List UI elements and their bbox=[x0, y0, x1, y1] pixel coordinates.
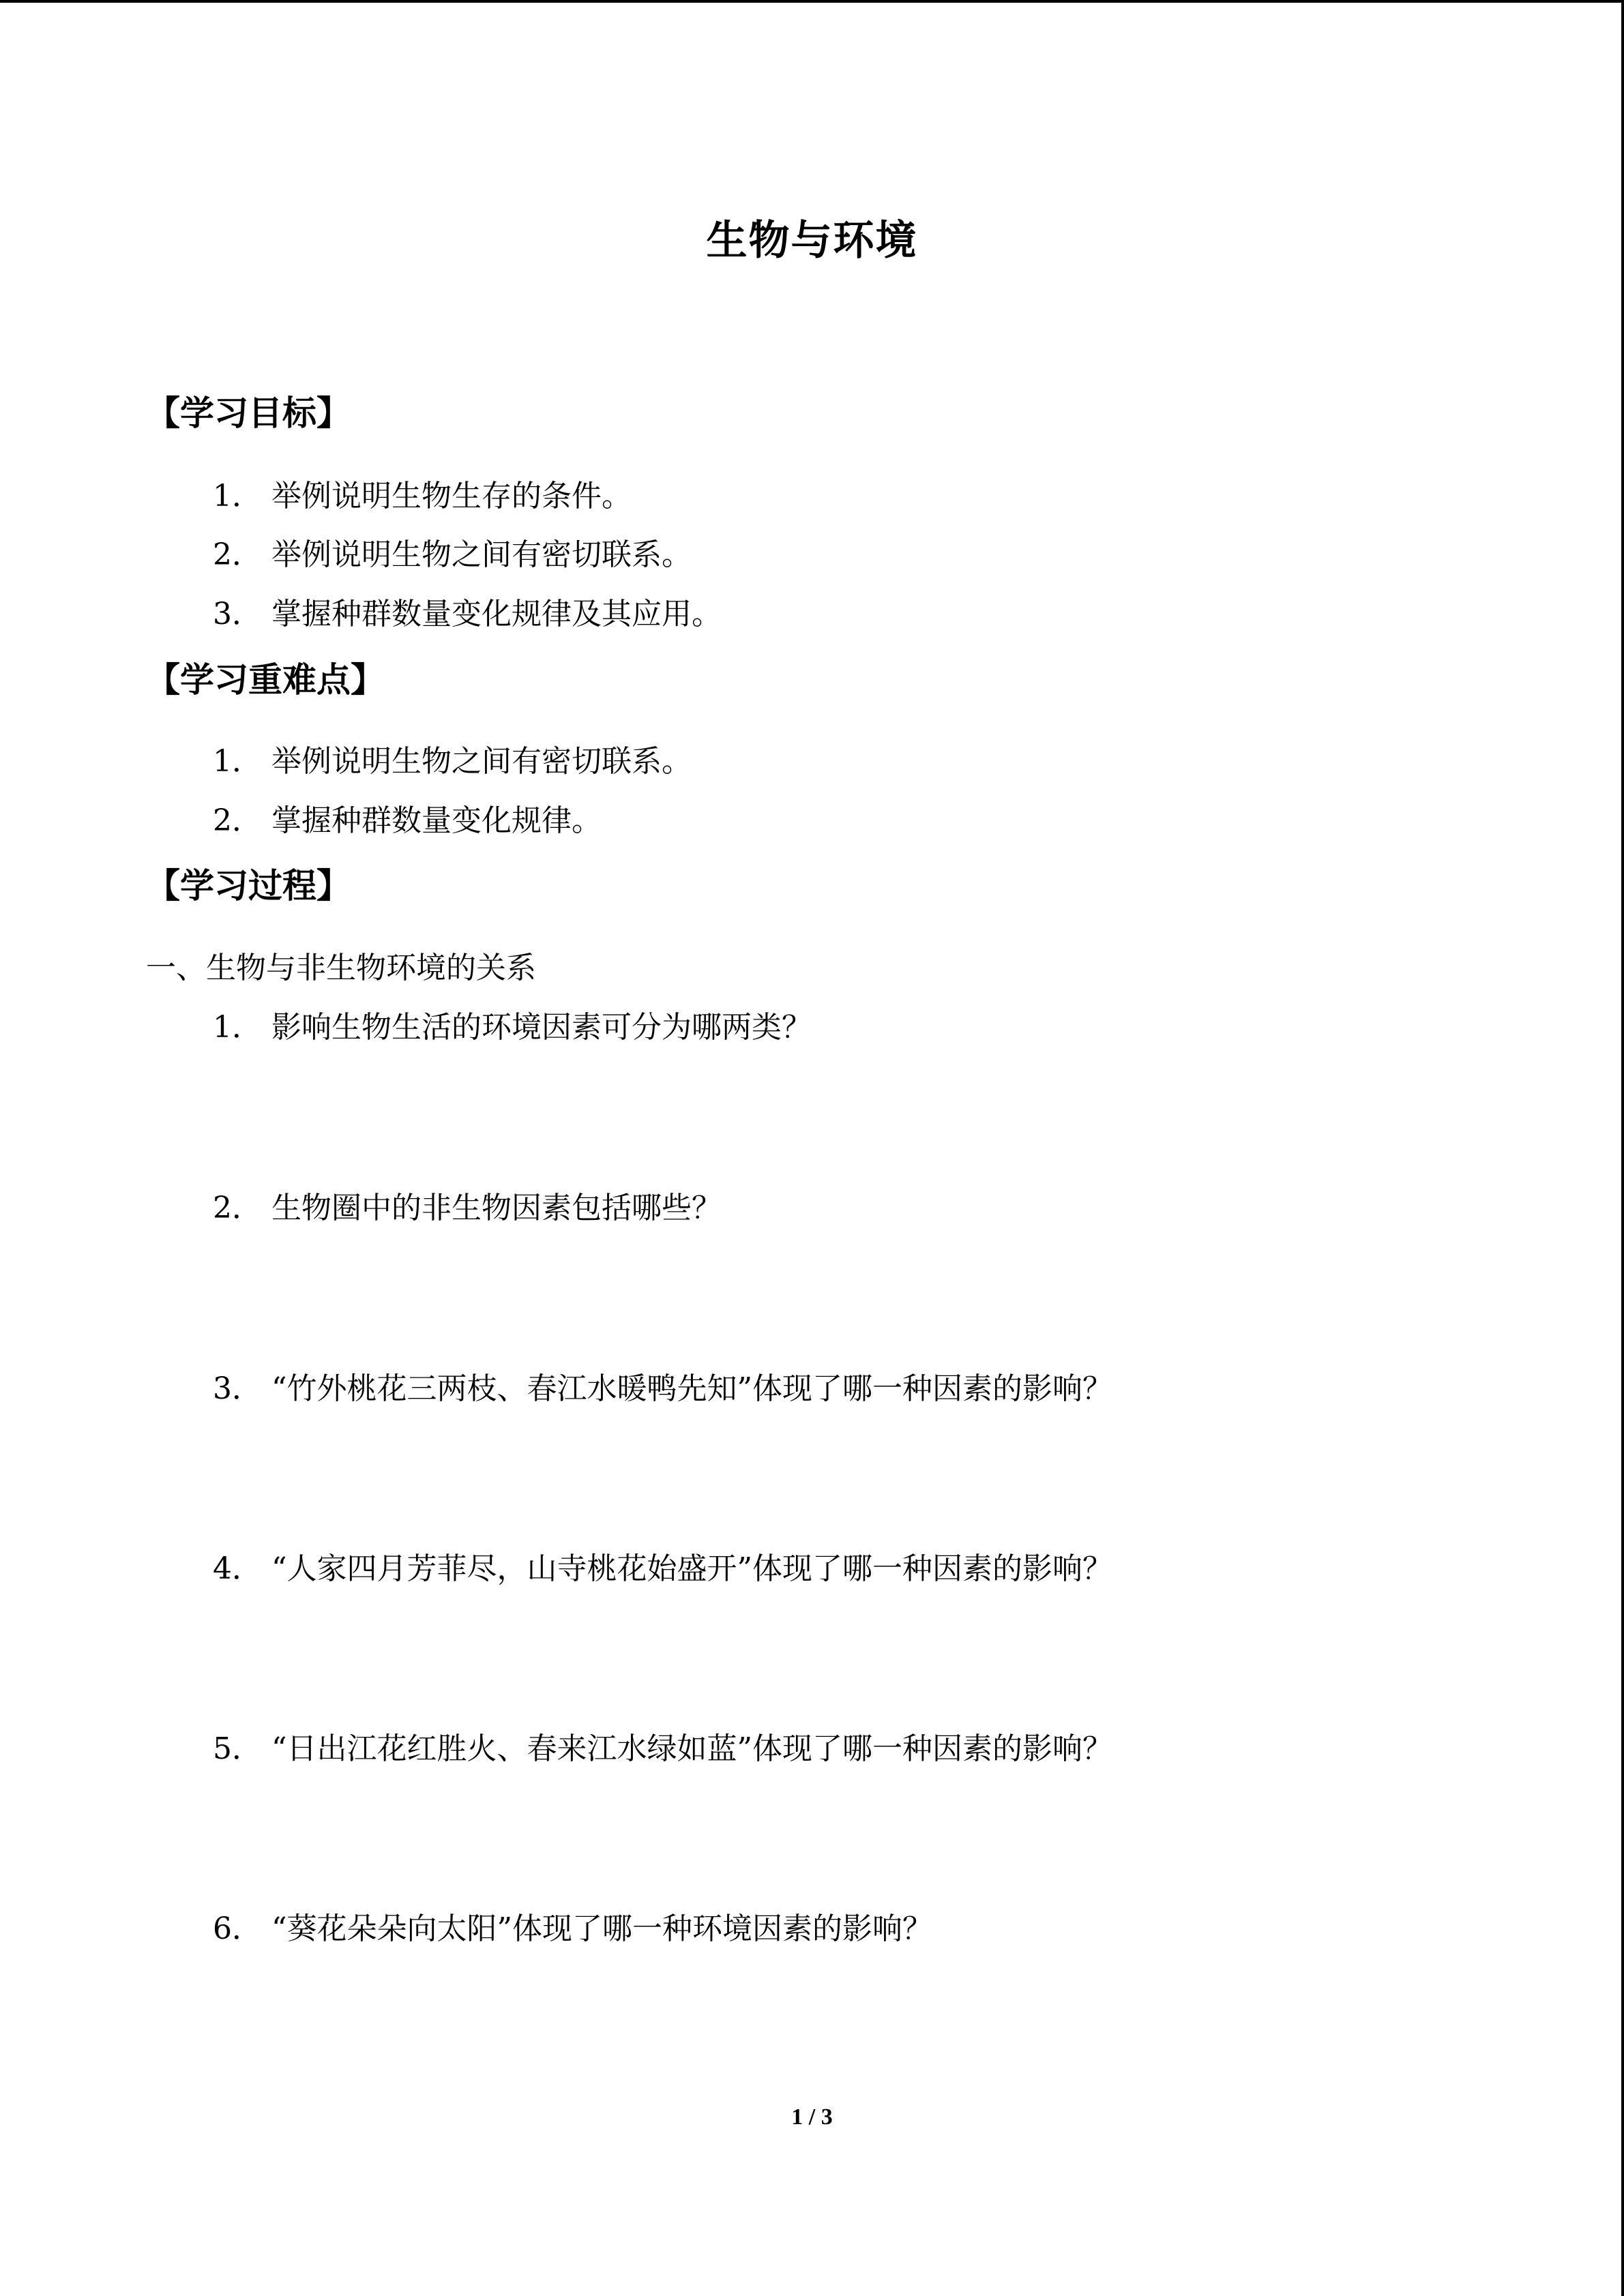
page-title: 生物与环境 bbox=[706, 217, 918, 265]
item-text: 影响生物生活的环境因素可分为哪两类？ bbox=[271, 1010, 812, 1045]
item-number: 1． bbox=[213, 479, 262, 513]
question-item bbox=[213, 1729, 1112, 1770]
item-number: 3． bbox=[213, 597, 262, 631]
item-number: 2． bbox=[213, 803, 262, 838]
process-subheading: 一、生物与非生物环境的关系 bbox=[146, 951, 536, 985]
page-number: 1 / 3 bbox=[791, 2104, 833, 2130]
item-number: 3． bbox=[213, 1371, 262, 1406]
key-point-item bbox=[213, 741, 692, 782]
objective-item bbox=[213, 476, 632, 517]
item-text: “人家四月芳菲尽，山寺桃花始盛开”体现了哪一种因素的影响？ bbox=[271, 1551, 1112, 1586]
item-number: 2． bbox=[213, 1191, 262, 1225]
item-text: 举例说明生物之间有密切联系。 bbox=[271, 537, 692, 572]
question-item bbox=[213, 1909, 932, 1950]
key-point-item bbox=[213, 801, 602, 841]
item-number: 1． bbox=[213, 1010, 262, 1045]
objective-item bbox=[213, 594, 722, 635]
item-number: 4． bbox=[213, 1551, 262, 1586]
section-heading-key-points: 【学习重难点】 bbox=[146, 660, 385, 700]
item-number: 6． bbox=[213, 1911, 262, 1946]
item-number: 2． bbox=[213, 537, 262, 572]
item-text: “日出江花红胜火、春来江水绿如蓝”体现了哪一种因素的影响？ bbox=[271, 1731, 1112, 1766]
question-item bbox=[213, 1007, 812, 1048]
item-text: 举例说明生物之间有密切联系。 bbox=[271, 744, 692, 779]
question-item bbox=[213, 1188, 722, 1229]
item-text: 掌握种群数量变化规律及其应用。 bbox=[271, 597, 722, 631]
section-heading-process: 【学习过程】 bbox=[146, 866, 351, 906]
item-text: “竹外桃花三两枝、春江水暖鸭先知”体现了哪一种因素的影响？ bbox=[271, 1371, 1112, 1406]
item-text: “葵花朵朵向太阳”体现了哪一种环境因素的影响？ bbox=[271, 1911, 932, 1946]
question-item bbox=[213, 1549, 1112, 1590]
item-text: 生物圈中的非生物因素包括哪些？ bbox=[271, 1191, 722, 1225]
objective-item bbox=[213, 535, 692, 576]
item-text: 举例说明生物生存的条件。 bbox=[271, 479, 632, 513]
item-text: 掌握种群数量变化规律。 bbox=[271, 803, 602, 838]
question-item bbox=[213, 1369, 1112, 1410]
section-heading-objectives: 【学习目标】 bbox=[146, 393, 351, 433]
item-number: 1． bbox=[213, 744, 262, 779]
item-number: 5． bbox=[213, 1731, 262, 1766]
